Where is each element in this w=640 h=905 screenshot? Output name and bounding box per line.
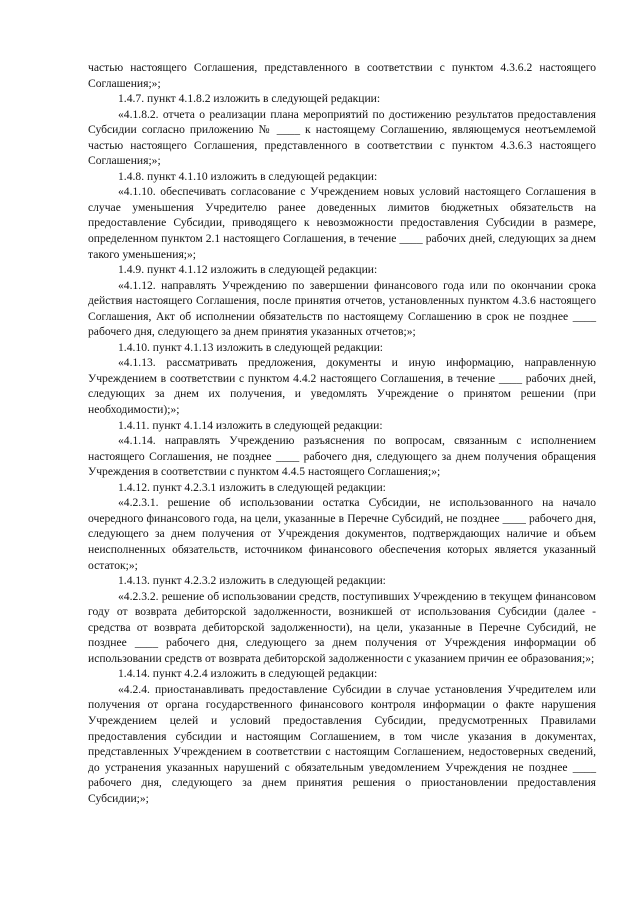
paragraph-continuation: частью настоящего Соглашения, представленного в соответствии с пунктом 4.3.6.2 настоящего Соглашения;»; bbox=[88, 61, 596, 90]
paragraph-amendment-1-4-11: 1.4.11. пункт 4.1.14 изложить в следующей редакции: bbox=[118, 418, 383, 432]
paragraph-amendment-1-4-12: 1.4.12. пункт 4.2.3.1 изложить в следующей редакции: bbox=[118, 480, 386, 494]
paragraph-clause-4-2-4: «4.2.4. приостанавливать предоставление Субсидии в случае установления Учредителем или получения от органа государственного финансового контроля информации о факте нарушения Учреждением целей и условий предоставления Субсидии, предусмотренных Правилами предоставления субсидии и настоящим Соглашением, в том числе указания в документах, представленных Учреждением в соответствии с настоящим Соглашением, недостоверных сведений, до устранения указанных нарушений с обязательным уведомлением Учреждения не позднее ____ рабочего дня, следующего за днем принятия решения о приостановлении предоставления Субсидии;»; bbox=[88, 682, 596, 805]
paragraph-amendment-1-4-9: 1.4.9. пункт 4.1.12 изложить в следующей редакции: bbox=[118, 263, 378, 277]
paragraph-clause-4-1-10: «4.1.10. обеспечивать согласование с Учреждением новых условий настоящего Соглашения в случае уменьшения Учредителю ранее доведенных лимитов бюджетных обязательств на предоставление Субсидии, приводящего к невозможности предоставления Субсидии в размере, определенном пунктом 2.1 настоящего Соглашения, в течение ____ рабочих дней, следующих за днем такого уменьшения;»; bbox=[88, 185, 596, 261]
paragraph-clause-4-2-3-2: «4.2.3.2. решение об использовании средств, поступивших Учреждению в текущем финансовом году от возврата дебиторской задолженности, возникшей от использования Субсидии (далее - средства от возврата дебиторской задолженности), на цели, указанные в Перечне Субсидий, не позднее ____ рабочего дня, следующего за днем получения от Учреждения информации об использовании средств от возврата дебиторской задолженности с указанием причин ее образования;»; bbox=[88, 589, 596, 665]
paragraph-clause-4-1-13: «4.1.13. рассматривать предложения, документы и иную информацию, направленную Учреждением в соответствии с пунктом 4.4.2 настоящего Соглашения, в течение ____ рабочих дней, следующих за днем их получения, и уведомлять Учреждение о принятом решении (при необходимости);»; bbox=[88, 356, 596, 417]
paragraph-amendment-1-4-7: 1.4.7. пункт 4.1.8.2 изложить в следующей редакции: bbox=[118, 92, 381, 106]
paragraph-amendment-1-4-14: 1.4.14. пункт 4.2.4 изложить в следующей редакции: bbox=[118, 667, 378, 681]
paragraph-clause-4-1-12: «4.1.12. направлять Учреждению по завершении финансового года или по окончании срока действия настоящего Соглашения, после принятия отчетов, установленных пунктом 4.3.6 настоящего Соглашения, Акт об исполнении обязательств по настоящему Соглашению в срок не позднее ____ рабочего дня, следующего за днем принятия указанных отчетов;»; bbox=[88, 278, 596, 339]
document-page bbox=[88, 60, 596, 806]
paragraph-amendment-1-4-10: 1.4.10. пункт 4.1.13 изложить в следующей редакции: bbox=[118, 340, 383, 354]
paragraph-amendment-1-4-13: 1.4.13. пункт 4.2.3.2 изложить в следующей редакции: bbox=[118, 574, 386, 588]
paragraph-amendment-1-4-8: 1.4.8. пункт 4.1.10 изложить в следующей редакции: bbox=[118, 169, 378, 183]
paragraph-clause-4-1-14: «4.1.14. направлять Учреждению разъяснения по вопросам, связанным с исполнением настоящего Соглашения, не позднее ____ рабочего дня, следующего за днем получения обращения Учреждения в соответствии с пунктом 4.4.5 настоящего Соглашения;»; bbox=[88, 434, 596, 479]
paragraph-clause-4-1-8-2: «4.1.8.2. отчета о реализации плана мероприятий по достижению результатов предоставления Субсидии согласно приложению № ____ к настоящему Соглашению, являющемуся неотъемлемой частью настоящего Соглашения, представленного в соответствии с пунктом 4.3.6.3 настоящего Соглашения;»; bbox=[88, 107, 596, 168]
paragraph-clause-4-2-3-1: «4.2.3.1. решение об использовании остатка Субсидии, не использованного на начало очередного финансового года, на цели, указанные в Перечне Субсидий, не позднее ____ рабочего дня, следующего за днем получения от Учреждения документов, подтверждающих наличие и объем неисполненных обязательств, источником финансового обеспечения которых является указанный остаток;»; bbox=[88, 496, 596, 572]
